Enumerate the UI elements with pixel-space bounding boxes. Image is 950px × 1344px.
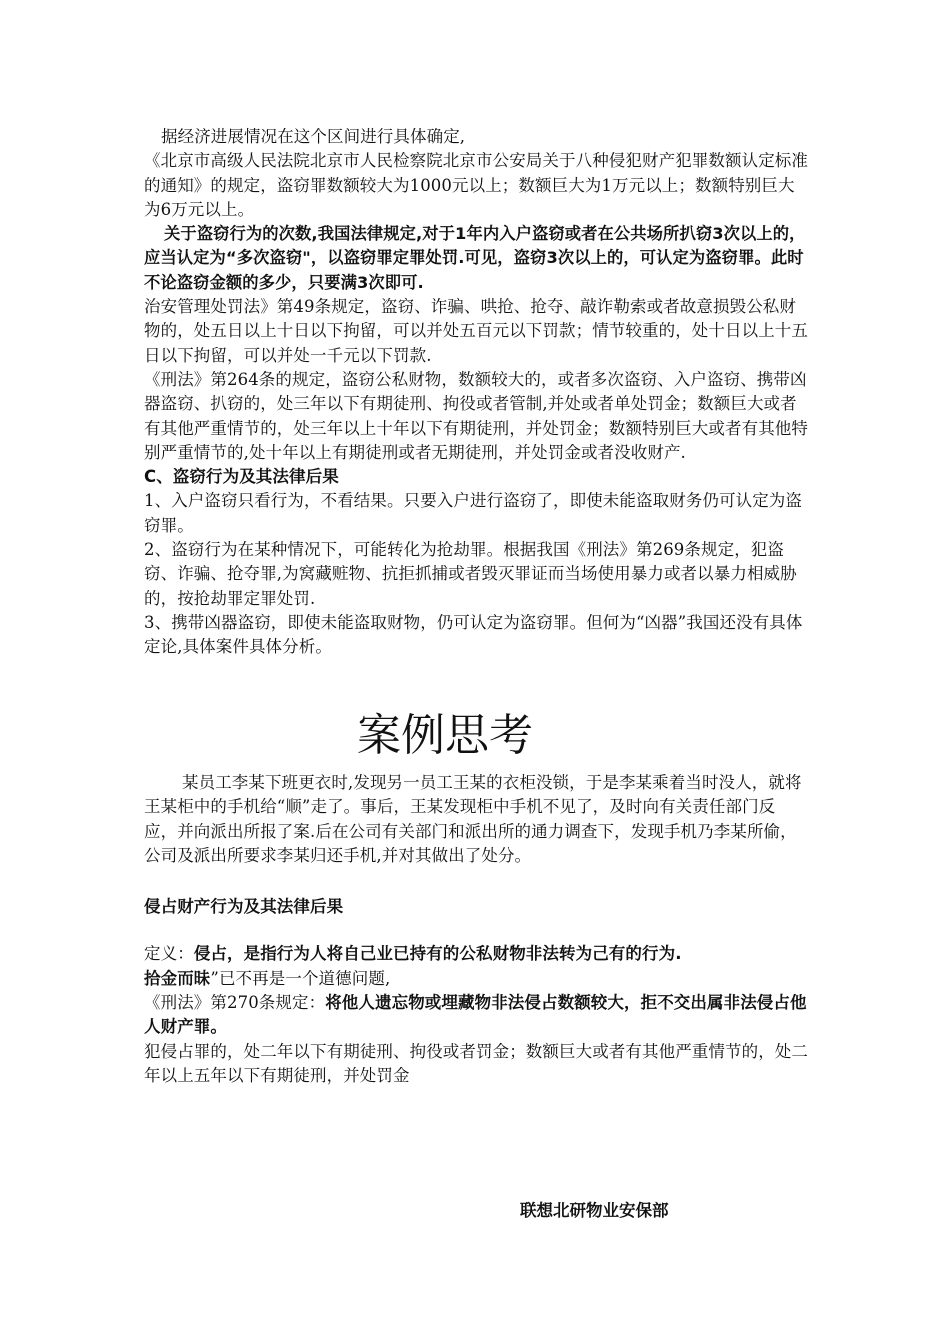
body-text-upper xyxy=(144,125,808,660)
list-item-2: 2、盗窃行为在某种情况下，可能转化为抢劫罪。根据我国《刑法》第269条规定，犯盗窃、诈骗、抢夺罪,为窝藏赃物、抗拒抓捕或者毁灭罪证而当场使用暴力或者以暴力相威胁的，按抢劫罪定罪处罚. xyxy=(144,540,797,608)
case-study-title: 案例思考 xyxy=(357,710,533,761)
paragraph-penalty: 犯侵占罪的，处二年以下有期徒刑、拘役或者罚金；数额巨大或者有其他严重情节的，处二年以上五年以下有期徒刑，并处罚金 xyxy=(144,1041,808,1085)
paragraph-case-study: 某员工李某下班更衣时,发现另一员工王某的衣柜没锁，于是李某乘着当时没人，就将王某柜中的手机给“顺”走了。事后，王某发现柜中手机不见了，及时向有关责任部门反应，并向派出所报了案.后在公司有关部门和派出所的通力调查下，发现手机乃李某所偷，公司及派出所要求李某归还手机,并对其做出了处分。 xyxy=(144,773,802,865)
paragraph-multiple-theft: 关于盗窃行为的次数,我国法律规定,对于1年内入户盗窃或者在公共场所扒窃3次以上的，应当认定为“多次盗窃"，以盗窃罪定罪处罚.可见，盗窃3次以上的，可认定为盗窃罪。此时不论盗窃金额的多少，只要满3次即可. xyxy=(144,224,806,292)
paragraph-criminal-law-264: 《刑法》第264条的规定，盗窃公私财物，数额较大的，或者多次盗窃、入户盗窃、携带凶器盗窃、扒窃的，处三年以下有期徒刑、拘役或者管制,并处或者单处罚金；数额巨大或者有其他严重情节的，处三年以上十年以下有期徒刑，并处罚金；数额特别巨大或者有其他特别严重情节的,处十年以上有期徒刑或者无期徒刑，并处罚金或者没收财产. xyxy=(144,369,808,462)
body-text-lower xyxy=(144,771,808,1088)
finders-keepers-rest: ”已不再是一个道德问题, xyxy=(210,968,391,988)
law-270-label: 《刑法》第270条规定： xyxy=(144,993,326,1013)
section-heading-theft-consequences: C、盗窃行为及其法律后果 xyxy=(144,467,339,487)
paragraph-beijing-notice: 《北京市高级人民法院北京市人民检察院北京市公安局关于八种侵犯财产犯罪数额认定标准的通知》的规定，盗窃罪数额较大为1000元以上；数额巨大为1万元以上；数额特别巨大为6万元以上。 xyxy=(144,151,808,219)
paragraph-definition xyxy=(144,942,808,966)
paragraph-security-law-49: 治安管理处罚法》第49条规定，盗窃、诈骗、哄抢、抢夺、敲诈勒索或者故意损毁公私财物的，处五日以上十日以下拘留，可以并处五百元以下罚款；情节较重的，处十日以上十五日以下拘留，可以并处一千元以下罚款. xyxy=(144,297,808,365)
definition-text: 侵占，是指行为人将自己业已持有的公私财物非法转为己有的行为. xyxy=(193,944,682,964)
list-item-1: 1、入户盗窃只看行为，不看结果。只要入户进行盗窃了，即使未能盗取财务仍可认定为盗窃罪。 xyxy=(144,491,802,535)
signature: 联想北研物业安保部 xyxy=(520,1201,669,1220)
law-270-text: 将他人遗忘物或埋藏物非法侵占数额较大，拒不交出属非法侵占他人财产罪。 xyxy=(144,993,807,1037)
paragraph-finders-keepers xyxy=(144,967,808,991)
definition-label: 定义： xyxy=(144,944,194,964)
section-heading-embezzlement: 侵占财产行为及其法律后果 xyxy=(144,897,344,917)
paragraph-range-note: 据经济进展情况在这个区间进行具体确定, xyxy=(161,127,466,146)
finders-keepers-phrase: 拾金而昧 xyxy=(144,968,211,988)
paragraph-criminal-law-270 xyxy=(144,991,808,1040)
list-item-3: 3、携带凶器盗窃，即使未能盗取财物，仍可认定为盗窃罪。但何为“凶器”我国还没有具体定论,具体案件具体分析。 xyxy=(144,612,803,657)
